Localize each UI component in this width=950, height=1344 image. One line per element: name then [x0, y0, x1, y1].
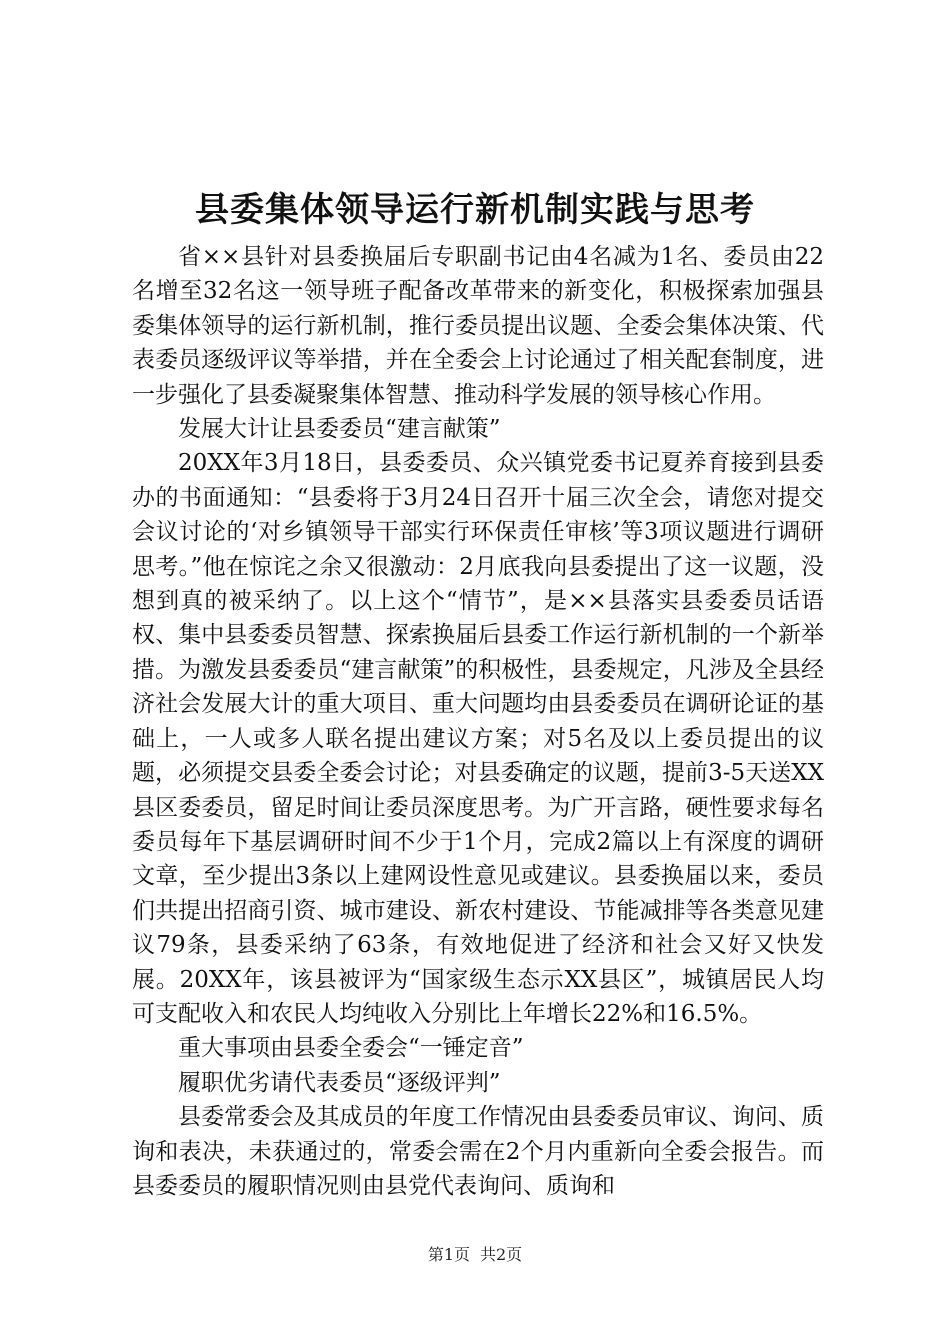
page-total: 共2页: [480, 1245, 523, 1264]
section-heading-suggestions: 发展大计让县委委员“建言献策”: [178, 416, 501, 443]
page-number: 第1页: [427, 1245, 470, 1264]
section-heading-evaluation: 履职优劣请代表委员“逐级评判”: [178, 1069, 501, 1096]
intro-paragraph: 省××县针对县委换届后专职副书记由4名减为1名、委员由22名增至32名这一领导班子配备改革带来的新变化，积极探索加强县委集体领导的运行新机制，推行委员提出议题、全委会集体决策、代表委员逐级评议等举措，并在全委会上讨论通过了相关配套制度，进一步强化了县委凝聚集体智慧、推动科学发展的领导核心作用。: [132, 244, 824, 408]
body-paragraph-evaluation: 县委常委会及其成员的年度工作情况由县委委员审议、询问、质询和表决，未获通过的，常委会需在2个月内重新向全委会报告。而县委委员的履职情况则由县党代表询问、质询和: [132, 1104, 824, 1199]
page-footer: [0, 1244, 950, 1266]
document-body: [132, 240, 824, 1203]
document-title: 县委集体领导运行新机制实践与思考: [195, 190, 755, 230]
body-paragraph-suggestions: 20XX年3月18日，县委委员、众兴镇党委书记夏养育接到县委办的书面通知：“县委将于3月24日召开十届三次全会，请您对提交会议讨论的‘对乡镇领导干部实行环保责任审核’等3项议题进行调研思考。”他在惊诧之余又很激动：2月底我向县委提出了这一议题，没想到真的被采纳了。以上这个“情节”，是××县落实县委委员话语权、集中县委委员智慧、探索换届后县委工作运行新机制的一个新举措。为激发县委委员“建言献策”的积极性，县委规定，凡涉及全县经济社会发展大计的重大项目、重大问题均由县委委员在调研论证的基础上，一人或多人联名提出建议方案；对5名及以上委员提出的议题，必须提交县委全委会讨论；对县委确定的议题，提前3-5天送XX县区委委员，留足时间让委员深度思考。为广开言路，硬性要求每名委员每年下基层调研时间不少于1个月，完成2篇以上有深度的调研文章，至少提出3条以上建网设性意见或建议。县委换届以来，委员们共提出招商引资、城市建设、新农村建设、节能减排等各类意见建议79条，县委采纳了63条，有效地促进了经济和社会又好又快发展。20XX年，该县被评为“国家级生态示XX县区”，城镇居民人均可支配收入和农民人均纯收入分别比上年增长22%和16.5%。: [132, 450, 824, 1027]
section-heading-decisions: 重大事项由县委全委会“一锤定音”: [178, 1035, 524, 1062]
